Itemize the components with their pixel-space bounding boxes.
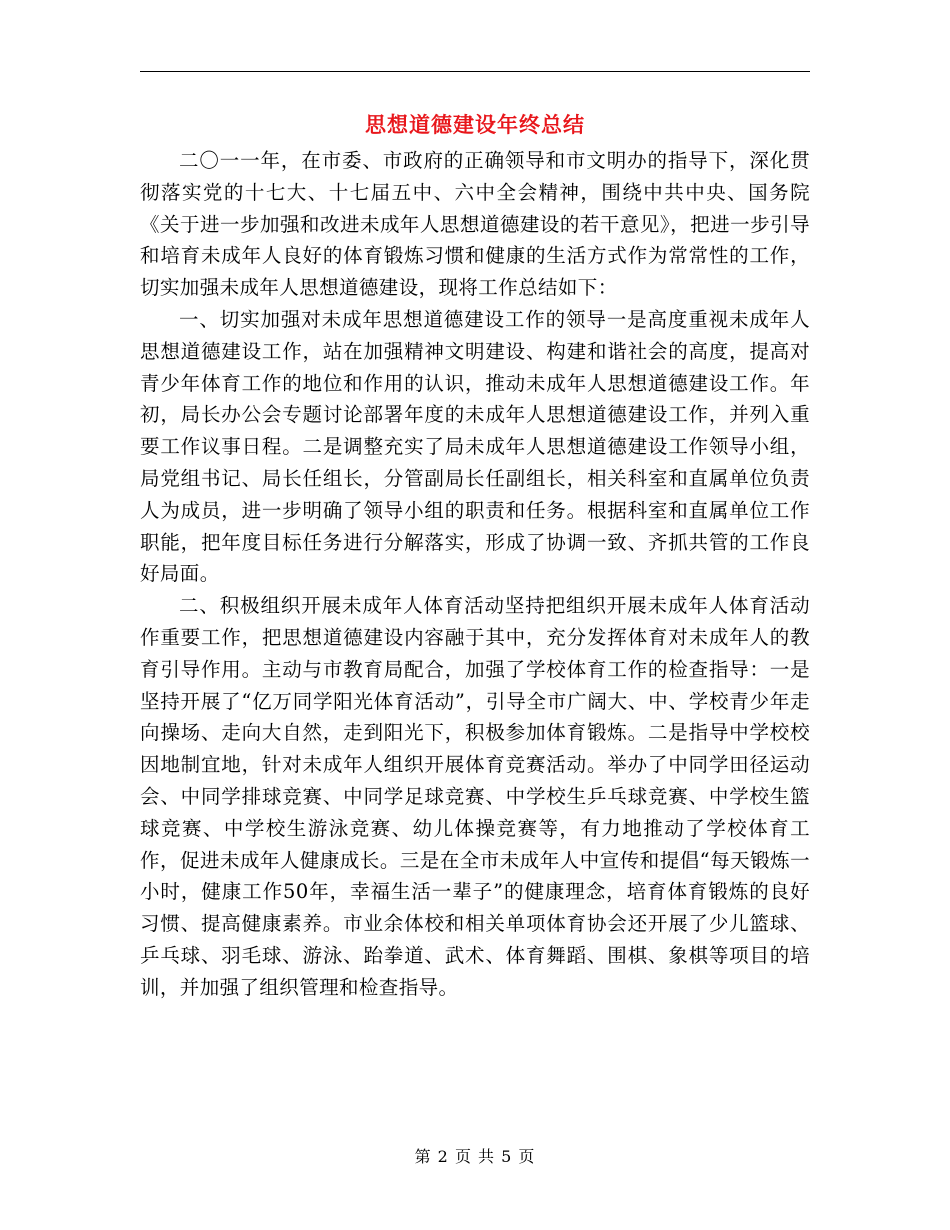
paragraph-section-two: 二、积极组织开展未成年人体育活动坚持把组织开展未成年人体育活动作重要工作，把思想道德建设内容融于其中，充分发挥体育对未成年人的教育引导作用。主动与市教育局配合，加强了学校体育工作的检查指导：一是坚持开展了“亿万同学阳光体育活动”，引导全市广阔大、中、学校青少年走向操场、走向大自然，走到阳光下，积极参加体育锻炼。二是指导中学校校因地制宜地，针对未成年人组织开展体育竞赛活动。举办了中同学田径运动会、中同学排球竞赛、中同学足球竞赛、中学校生乒乓球竞赛、中学校生篮球竞赛、中学校生游泳竞赛、幼儿体操竞赛等，有力地推动了学校体育工作，促进未成年人健康成长。三是在全市未成年人中宣传和提倡“每天锻炼一小时，健康工作50年，幸福生活一辈子”的健康理念，培育体育锻炼的良好习惯、提高健康素养。市业余体校和相关单项体育协会还开展了少儿篮球、乒乓球、羽毛球、游泳、跆拳道、武术、体育舞蹈、围棋、象棋等项目的培训，并加强了组织管理和检查指导。 <box>140 594 810 999</box>
footer-page-current: 2 <box>437 1147 449 1166</box>
paragraph-intro: 二〇一一年，在市委、市政府的正确领导和市文明办的指导下，深化贯彻落实党的十七大、十七届五中、六中全会精神，围绕中共中央、国务院《关于进一步加强和改进未成年人思想道德建设的若干意见》，把进一步引导和培育未成年人良好的体育锻炼习惯和健康的生活方式作为常常性的工作，切实加强未成年人思想道德建设，现将工作总结如下： <box>140 149 810 300</box>
document-title: 思想道德建设年终总结 <box>365 112 585 137</box>
page-footer <box>0 1146 950 1168</box>
paragraph-section-one: 一、切实加强对未成年思想道德建设工作的领导一是高度重视未成年人思想道德建设工作，站在加强精神文明建设、构建和谐社会的高度，提高对青少年体育工作的地位和作用的认识，推动未成年人思想道德建设工作。年初，局长办公会专题讨论部署年度的未成年人思想道德建设工作，并列入重要工作议事日程。二是调整充实了局未成年人思想道德建设工作领导小组，局党组书记、局长任组长，分管副局长任副组长，相关科室和直属单位负责人为成员，进一步明确了领导小组的职责和任务。根据科室和直属单位工作职能，把年度目标任务进行分解落实，形成了协调一致、齐抓共管的工作良好局面。 <box>140 307 810 586</box>
document-body <box>140 145 810 1004</box>
footer-middle: 页 共 <box>454 1147 496 1166</box>
footer-prefix: 第 <box>414 1147 432 1166</box>
footer-suffix: 页 <box>518 1147 536 1166</box>
footer-page-total: 5 <box>501 1147 513 1166</box>
header-rule <box>140 71 810 72</box>
